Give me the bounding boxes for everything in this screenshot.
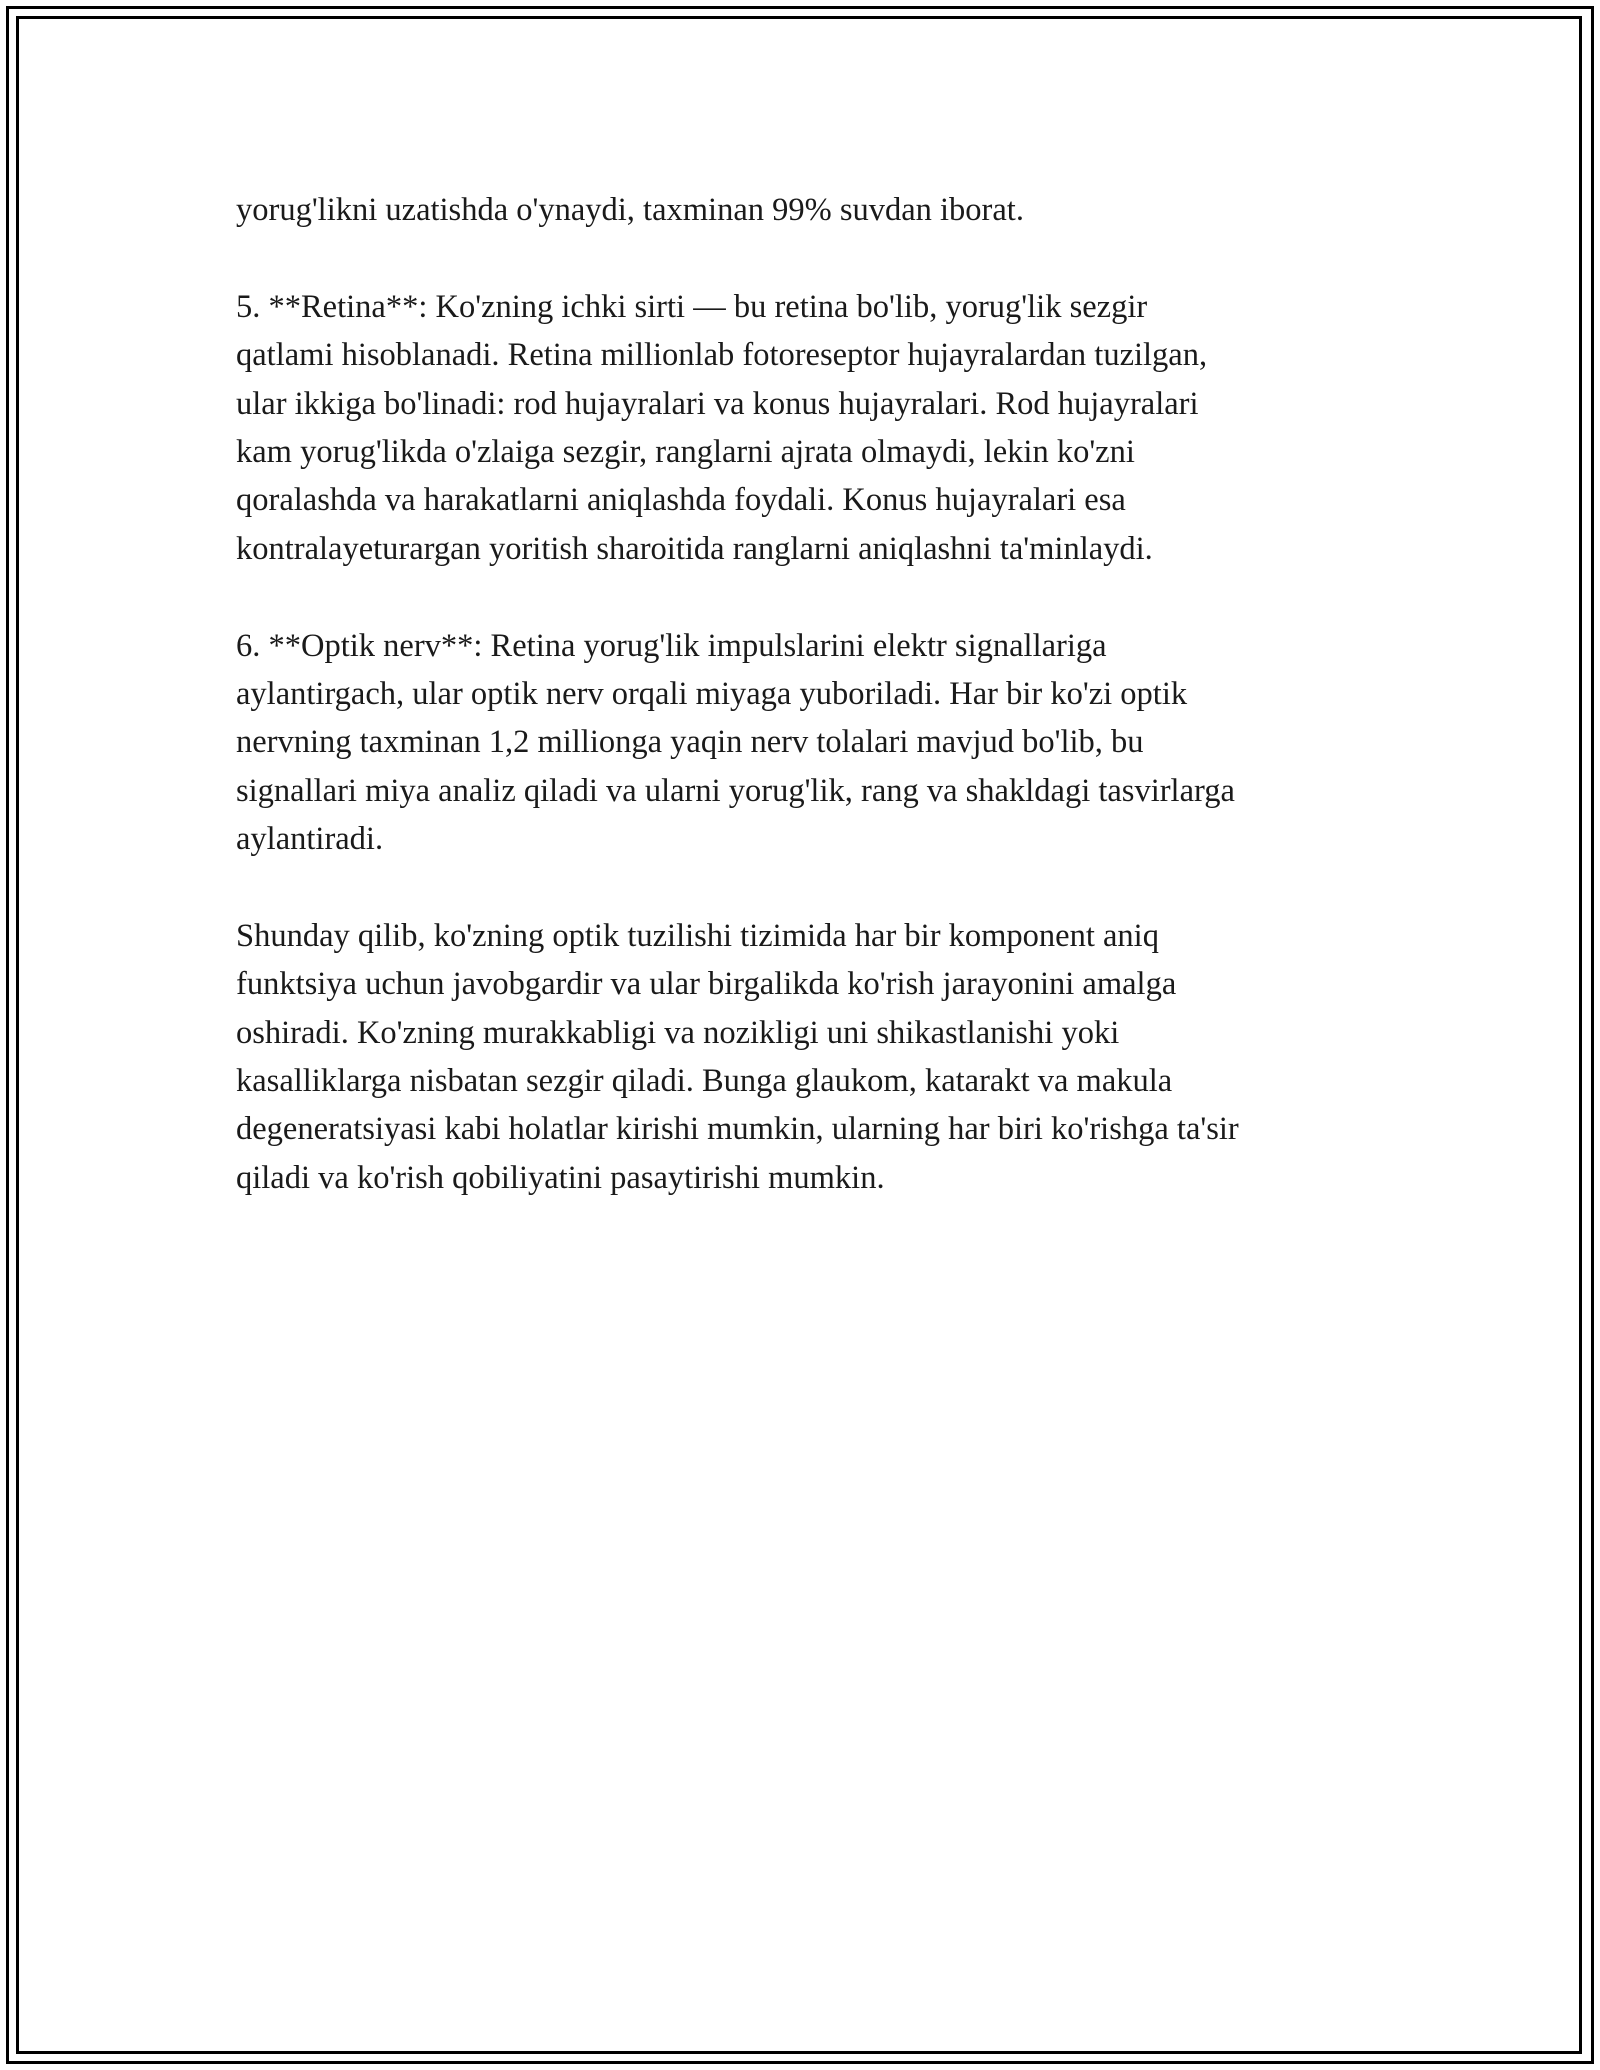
paragraph-optik-nerv [236,622,1386,864]
text-line: kam yorug'likda o'zlaiga sezgir, ranglarni ajrata olmaydi, lekin ko'zni [236,433,1135,470]
text-line: degeneratsiyasi kabi holatlar kirishi mumkin, ularning har biri ko'rishga ta'sir [236,1111,1239,1148]
document-body [236,186,1386,1251]
paragraph-continuation [236,186,1386,234]
text-line: oshiradi. Ko'zning murakkabligi va nozikligi uni shikastlanishi yoki [236,1014,1120,1051]
text-line: qatlami hisoblanadi. Retina millionlab fotoreseptor hujayralardan tuzilgan, [236,337,1208,374]
paragraph-conclusion [236,912,1386,1202]
text-line: aylantiradi. [236,821,384,858]
paragraph-retina [236,283,1386,573]
text-line: qoralashda va harakatlarni aniqlashda foydali. Konus hujayralari esa [236,482,1126,519]
text-line: kontralayeturargan yoritish sharoitida ranglarni aniqlashni ta'minlaydi. [236,530,1153,567]
text-line: kasalliklarga nisbatan sezgir qiladi. Bunga glaukom, katarakt va makula [236,1063,1173,1100]
text-line: Shunday qilib, ko'zning optik tuzilishi tizimida har bir komponent aniq [236,917,1159,954]
text-line: aylantirgach, ular optik nerv orqali miyaga yuboriladi. Har bir ko'zi optik [236,675,1188,712]
text-line: funktsiya uchun javobgardir va ular birgalikda ko'rish jarayonini amalga [236,966,1177,1003]
text-line: signallari miya analiz qiladi va ularni yorug'lik, rang va shakldagi tasvirlarga [236,772,1235,809]
text-line: nervning taxminan 1,2 millionga yaqin nerv tolalari mavjud bo'lib, bu [236,724,1144,761]
text-line: ular ikkiga bo'linadi: rod hujayralari va konus hujayralari. Rod hujayralari [236,385,1199,422]
text-line: qiladi va ko'rish qobiliyatini pasaytirishi mumkin. [236,1159,885,1196]
text-line: yorug'likni uzatishda o'ynaydi, taxminan 99% suvdan iborat. [236,192,1024,228]
text-line: 5. **Retina**: Ko'zning ichki sirti — bu retina bo'lib, yorug'lik sezgir [236,288,1148,325]
text-line: 6. **Optik nerv**: Retina yorug'lik impulslarini elektr signallariga [236,627,1107,664]
